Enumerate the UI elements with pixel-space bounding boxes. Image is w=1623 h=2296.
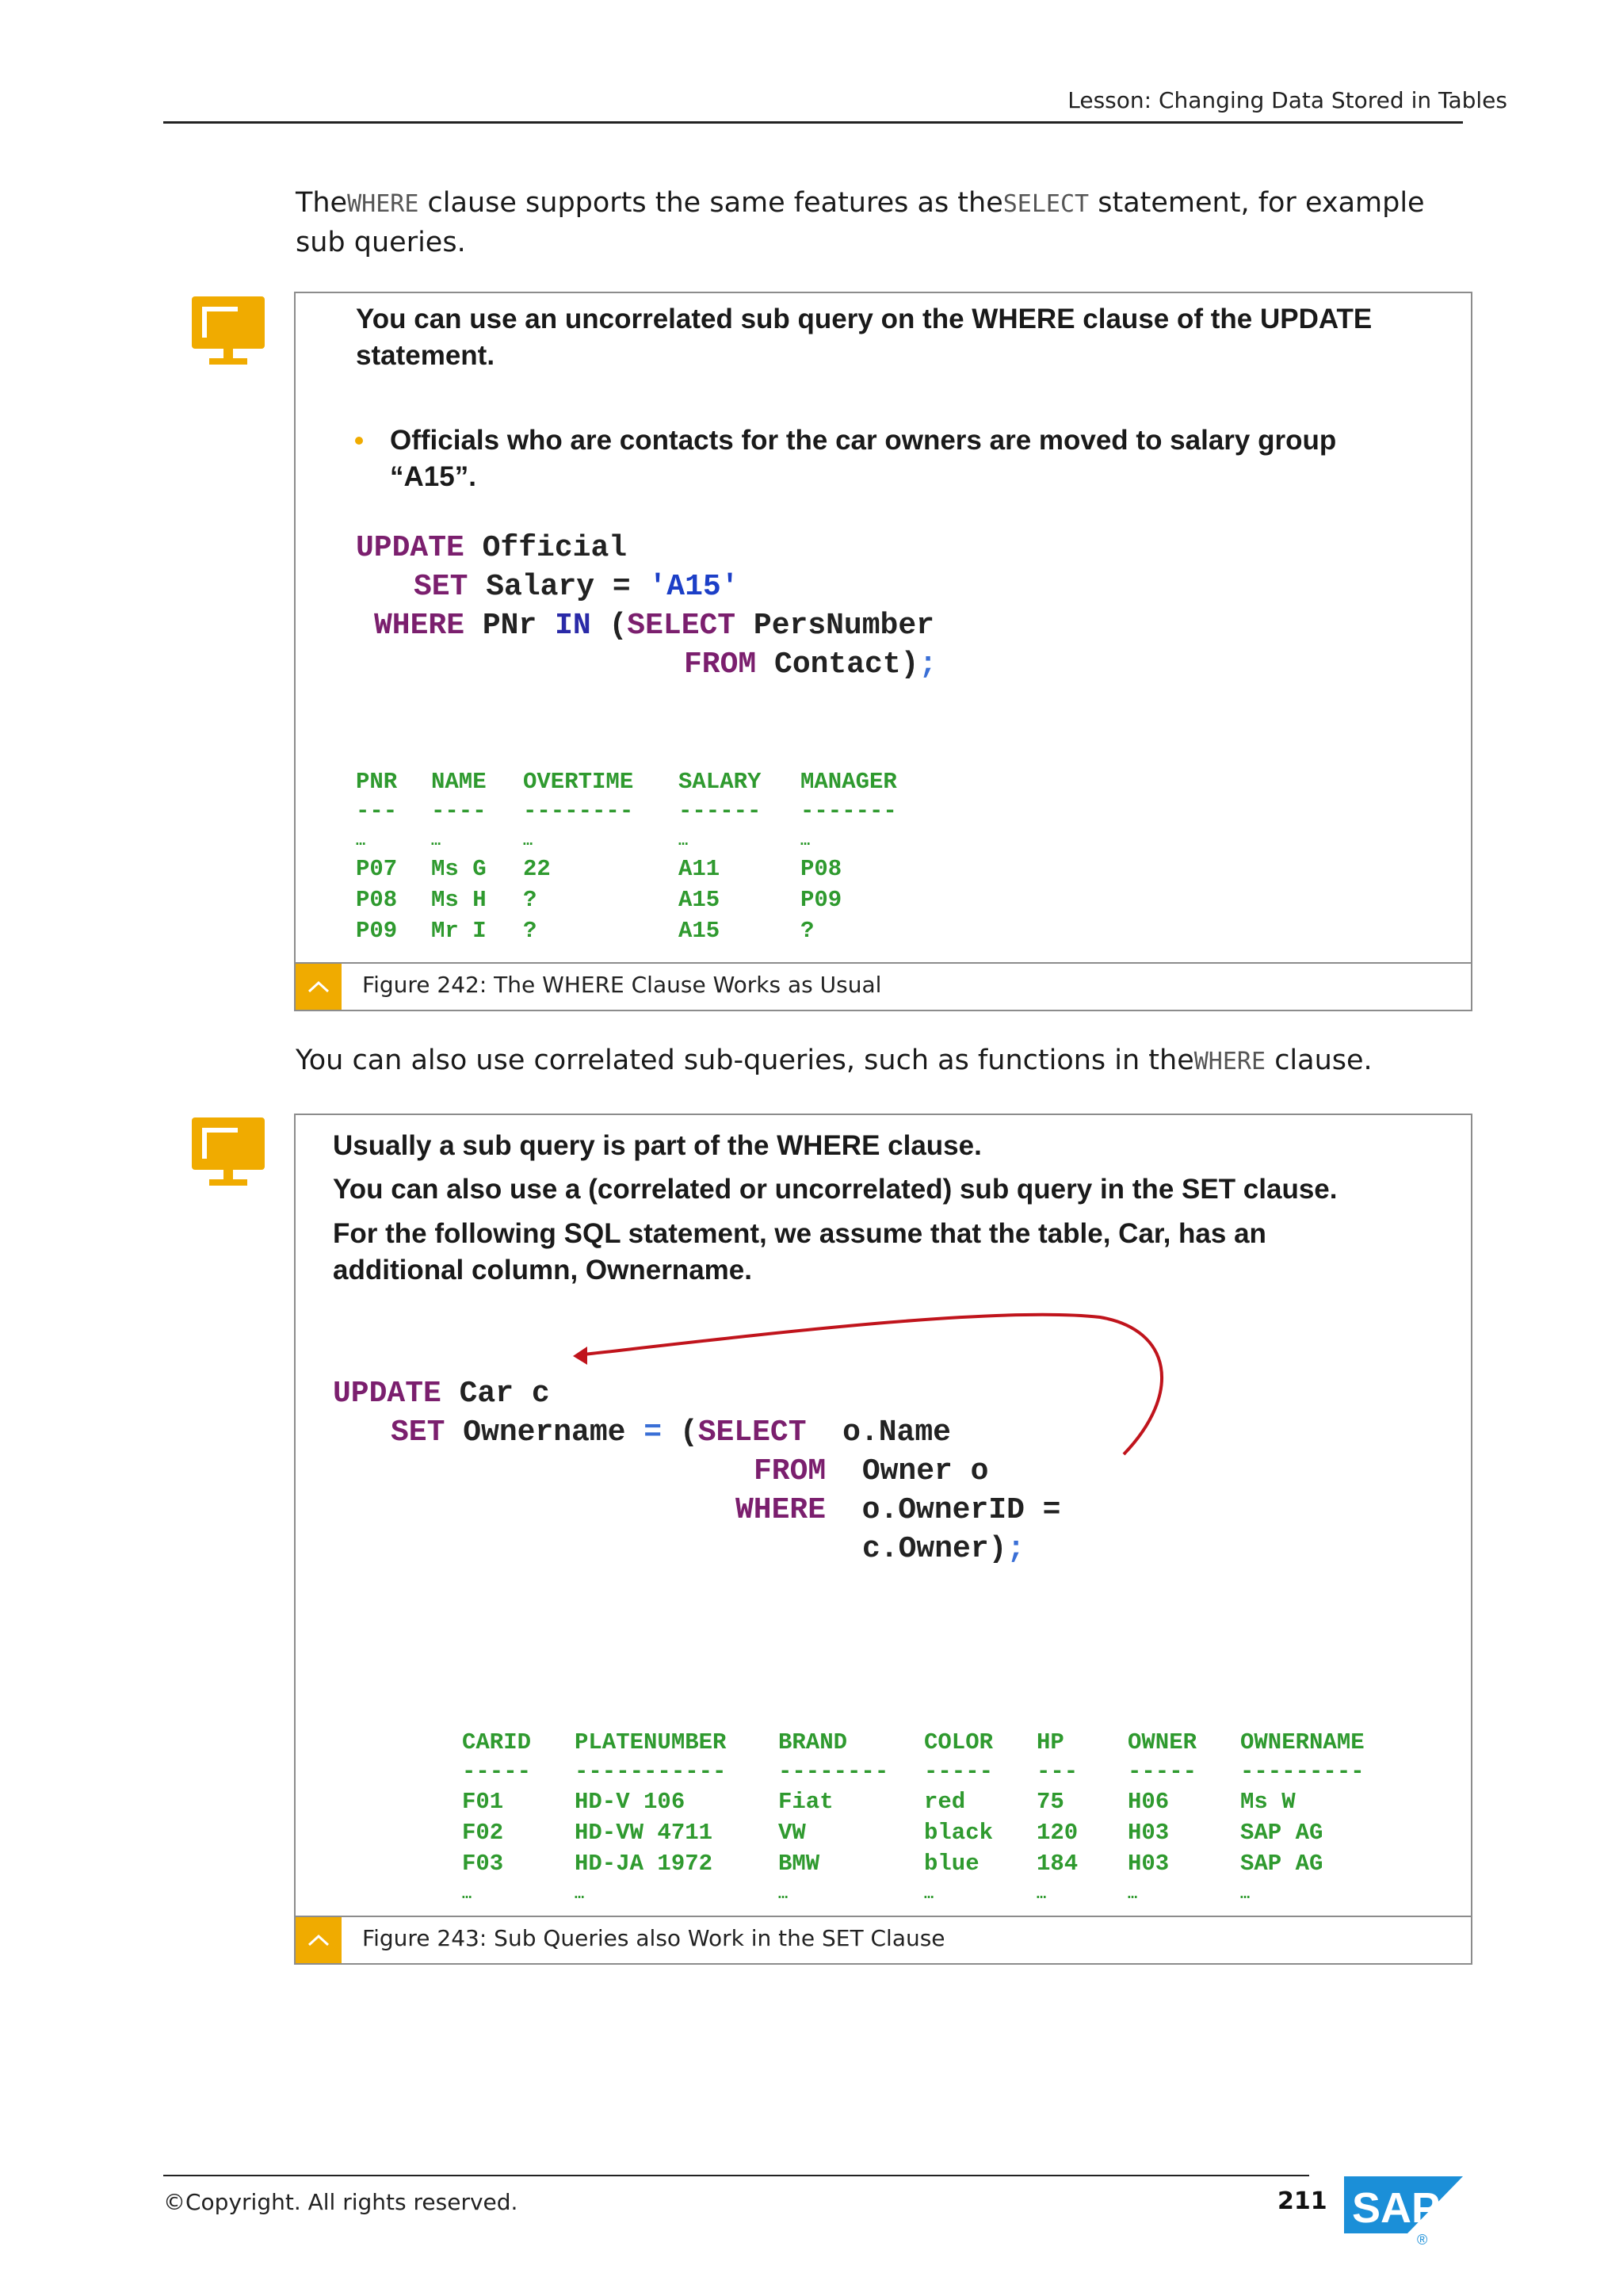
table-cell: A15: [678, 887, 720, 913]
sql-keyword: FROM: [684, 648, 757, 682]
table-cell: ?: [523, 918, 537, 944]
result-dashes: -----: [1128, 1759, 1197, 1785]
slide-heading: You can use an uncorrelated sub query on the WHERE clause of the UPDATE statement.: [356, 304, 1373, 371]
result-header: OWNER: [1128, 1729, 1197, 1755]
result-ellipsis: …: [778, 1885, 789, 1904]
table-cell: Fiat: [778, 1789, 834, 1815]
result-header: PLATENUMBER: [575, 1729, 727, 1755]
sql-text: Salary =: [468, 570, 649, 604]
table-cell: Ms W: [1240, 1789, 1296, 1815]
sql-keyword: FROM: [754, 1454, 827, 1488]
slide-line: Usually a sub query is part of the WHERE clause.: [333, 1130, 982, 1161]
result-dashes: -----: [462, 1759, 532, 1785]
para-text: clause.: [1266, 1045, 1373, 1076]
table-cell: 22: [523, 856, 551, 882]
result-dashes: ---: [356, 798, 398, 824]
intro-paragraph: [296, 184, 1468, 262]
inline-code: SELECT: [1002, 190, 1090, 218]
sql-text: (: [662, 1415, 698, 1450]
sql-text: Ownername: [445, 1415, 644, 1450]
inline-code: WHERE: [1193, 1048, 1266, 1075]
table-cell: P08: [800, 856, 842, 882]
sql-text: PersNumber: [735, 609, 934, 643]
sql-operator: =: [643, 1415, 663, 1450]
sql-line: [414, 570, 739, 604]
sql-text: o.OwnerID =: [826, 1493, 1061, 1527]
figure-caption: Figure 242: The WHERE Clause Works as Usual: [362, 972, 882, 998]
result-dashes: -----------: [575, 1759, 727, 1785]
sap-logo-text: SAP: [1352, 2184, 1441, 2232]
result-header: COLOR: [924, 1729, 994, 1755]
table-cell: HD-V 106: [575, 1789, 685, 1815]
result-dashes: -------: [800, 798, 897, 824]
result-ellipsis: …: [1240, 1885, 1251, 1904]
slide-bullet: Officials who are contacts for the car owners are moved to salary group “A15”.: [390, 425, 1337, 492]
sql-line: [333, 1377, 550, 1411]
result-dashes: ---: [1037, 1759, 1079, 1785]
result-header: PNR: [356, 769, 398, 795]
table-cell: H06: [1128, 1789, 1170, 1815]
footer-divider: [163, 2175, 1309, 2176]
sql-keyword: WHERE: [374, 609, 465, 643]
sql-text: Owner o: [826, 1454, 989, 1488]
sql-keyword: IN: [555, 609, 591, 643]
table-cell: H03: [1128, 1851, 1170, 1877]
result-ellipsis: …: [523, 832, 533, 850]
result-header: OVERTIME: [523, 769, 634, 795]
table-cell: HD-VW 4711: [575, 1820, 713, 1846]
table-cell: 120: [1037, 1820, 1079, 1846]
sql-keyword: SET: [391, 1415, 445, 1450]
para-text: The: [296, 187, 348, 219]
result-ellipsis: …: [678, 832, 689, 850]
para-text: You can also use correlated sub-queries, such as functions in the: [296, 1045, 1194, 1076]
chevron-up-icon[interactable]: [296, 1917, 342, 1963]
table-cell: Mr I: [431, 918, 487, 944]
table-cell: Ms H: [431, 887, 487, 913]
chevron-up-icon[interactable]: [296, 964, 342, 1010]
sql-text: Car c: [441, 1377, 550, 1411]
sql-text: (: [590, 609, 628, 643]
table-cell: P08: [356, 887, 398, 913]
table-cell: black: [924, 1820, 994, 1846]
figure-caption: Figure 243: Sub Queries also Work in the SET Clause: [362, 1925, 945, 1951]
para-text: statement, for example sub queries.: [296, 187, 1425, 258]
result-dashes: ---------: [1240, 1759, 1365, 1785]
sql-line: [735, 1493, 1060, 1527]
table-cell: P09: [800, 887, 842, 913]
result-ellipsis: …: [800, 832, 811, 850]
sap-logo: [1344, 2176, 1463, 2248]
table-cell: blue: [924, 1851, 980, 1877]
table-cell: red: [924, 1789, 966, 1815]
figure-243: [294, 1114, 1472, 1965]
result-dashes: ------: [678, 798, 762, 824]
table-cell: SAP AG: [1240, 1851, 1323, 1877]
table-cell: VW: [778, 1820, 806, 1846]
table-cell: A11: [678, 856, 720, 882]
figure-caption-bar: [296, 962, 1471, 1010]
table-cell: A15: [678, 918, 720, 944]
registered-mark: ®: [1417, 2232, 1428, 2248]
sql-line: [754, 1454, 988, 1488]
table-cell: ?: [523, 887, 537, 913]
result-ellipsis: …: [924, 1885, 934, 1904]
body-paragraph: [296, 1041, 1468, 1081]
sql-keyword: UPDATE: [356, 531, 464, 565]
para-text: clause supports the same features as the: [418, 187, 1003, 219]
result-dashes: --------: [523, 798, 634, 824]
result-dashes: -----: [924, 1759, 994, 1785]
result-ellipsis: …: [356, 832, 366, 850]
monitor-icon: [190, 1116, 266, 1192]
sql-line: [356, 531, 627, 565]
result-dashes: --------: [778, 1759, 889, 1785]
sql-keyword: SELECT: [697, 1415, 807, 1450]
page-number: 211: [1277, 2187, 1327, 2215]
result-header: NAME: [431, 769, 487, 795]
sql-text: Contact): [756, 648, 919, 682]
sql-text: o.Name: [806, 1415, 951, 1450]
figure-242: [294, 292, 1472, 1011]
inline-code: WHERE: [347, 190, 419, 218]
table-cell: H03: [1128, 1820, 1170, 1846]
table-cell: 184: [1037, 1851, 1079, 1877]
sql-keyword: SELECT: [627, 609, 736, 643]
table-cell: P09: [356, 918, 398, 944]
table-cell: SAP AG: [1240, 1820, 1323, 1846]
header-divider: [163, 121, 1463, 124]
monitor-icon: [190, 295, 266, 371]
result-header: HP: [1037, 1729, 1064, 1755]
sql-keyword: SET: [414, 570, 468, 604]
result-header: CARID: [462, 1729, 532, 1755]
table-cell: F02: [462, 1820, 504, 1846]
result-header: SALARY: [678, 769, 762, 795]
result-dashes: ----: [431, 798, 487, 824]
sql-line: [391, 1415, 951, 1450]
sql-line: [862, 1532, 1025, 1566]
sql-text: PNr: [464, 609, 556, 643]
table-cell: F01: [462, 1789, 504, 1815]
copyright-text: ©Copyright. All rights reserved.: [163, 2189, 518, 2215]
sql-semicolon: ;: [918, 648, 938, 682]
table-cell: HD-JA 1972: [575, 1851, 713, 1877]
table-cell: 75: [1037, 1789, 1064, 1815]
slide-line: You can also use a (correlated or uncorrelated) sub query in the SET clause.: [333, 1174, 1338, 1205]
sql-line: [374, 609, 934, 643]
table-cell: ?: [800, 918, 815, 944]
bullet-dot: [355, 437, 363, 445]
figure-caption-bar: [296, 1916, 1471, 1963]
result-header: BRAND: [778, 1729, 848, 1755]
lesson-title: Lesson: Changing Data Stored in Tables: [1067, 87, 1507, 113]
sql-line: [684, 648, 937, 682]
sql-keyword: WHERE: [735, 1493, 827, 1527]
slide-line: For the following SQL statement, we assume that the table, Car, has an additional column, Ownername.: [333, 1218, 1266, 1286]
result-ellipsis: …: [1037, 1885, 1047, 1904]
result-ellipsis: …: [431, 832, 441, 850]
result-ellipsis: …: [1128, 1885, 1138, 1904]
table-cell: BMW: [778, 1851, 820, 1877]
table-cell: P07: [356, 856, 398, 882]
result-ellipsis: …: [575, 1885, 585, 1904]
sql-string: 'A15': [648, 570, 739, 604]
sql-semicolon: ;: [1006, 1532, 1025, 1566]
result-ellipsis: …: [462, 1885, 472, 1904]
result-header: OWNERNAME: [1240, 1729, 1365, 1755]
sql-text: Official: [464, 531, 628, 565]
result-header: MANAGER: [800, 769, 897, 795]
sql-text: c.Owner): [862, 1532, 1007, 1566]
table-cell: F03: [462, 1851, 504, 1877]
sql-keyword: UPDATE: [333, 1377, 441, 1411]
table-cell: Ms G: [431, 856, 487, 882]
